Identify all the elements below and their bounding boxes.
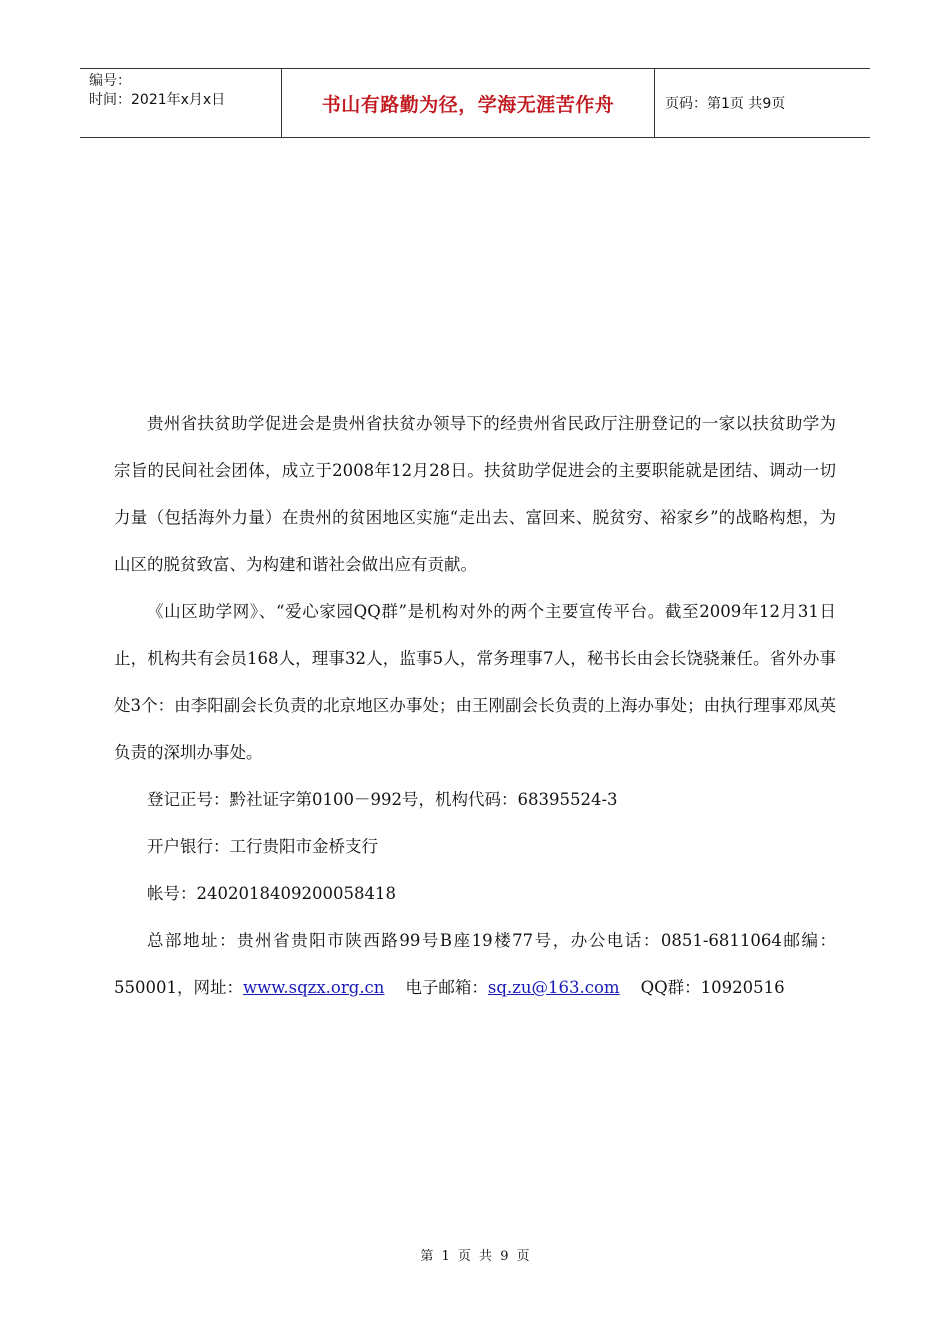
website-link[interactable]: www.sqzx.org.cn [243,978,385,997]
header-number: 编号： [89,73,131,89]
qq-number: 10920516 [700,978,785,997]
document-header [80,68,870,138]
registration-line: 登记正号：黔社证字第0100－992号，机构代码：68395524-3 [147,790,618,809]
contact-paragraph [114,917,836,1011]
email-link[interactable]: sq.zu@163.com [487,978,620,997]
platform-paragraph: 《山区助学网》、“爱心家园QQ群”是机构对外的两个主要宣传平台。截至2009年12月31日止，机构共有会员168人，理事32人，监事5人，常务理事7人，秘书长由会长饶骁兼任。省外办事处3个：由李阳副会长负责的北京地区办事处；由王刚副会长负责的上海办事处；由执行理事邓凤英负责的深圳办事处。 [114,602,836,762]
header-meta [80,69,282,137]
bank-line: 开户银行：工行贵阳市金桥支行 [147,837,378,856]
header-time: 时间：2021年x月x日 [89,92,226,108]
document-body [114,400,836,1011]
postcode-text: 邮编：550001， [114,931,837,997]
email-label: 电子邮箱： [405,978,488,997]
address-text: 总部地址：贵州省贵阳市陕西路99号B座19楼77号，办公电话：0851-6811064 [147,931,782,950]
header-motto: 书山有路勤为径，学海无涯苦作舟 [282,69,655,137]
intro-paragraph: 贵州省扶贫助学促进会是贵州省扶贫办领导下的经贵州省民政厅注册登记的一家以扶贫助学为宗旨的民间社会团体，成立于2008年12月28日。扶贫助学促进会的主要职能就是团结、调动一切力量（包括海外力量）在贵州的贫困地区实施“走出去、富回来、脱贫穷、裕家乡”的战略构想，为山区的脱贫致富、为构建和谐社会做出应有贡献。 [114,414,836,574]
website-label: 网址： [193,978,243,997]
account-line: 帐号：2402018409200058418 [147,884,396,903]
qq-label: QQ群： [640,978,701,997]
header-page-info: 页码：第1页 共9页 [665,96,786,112]
page-footer: 第 1 页 共 9 页 [420,1249,530,1264]
